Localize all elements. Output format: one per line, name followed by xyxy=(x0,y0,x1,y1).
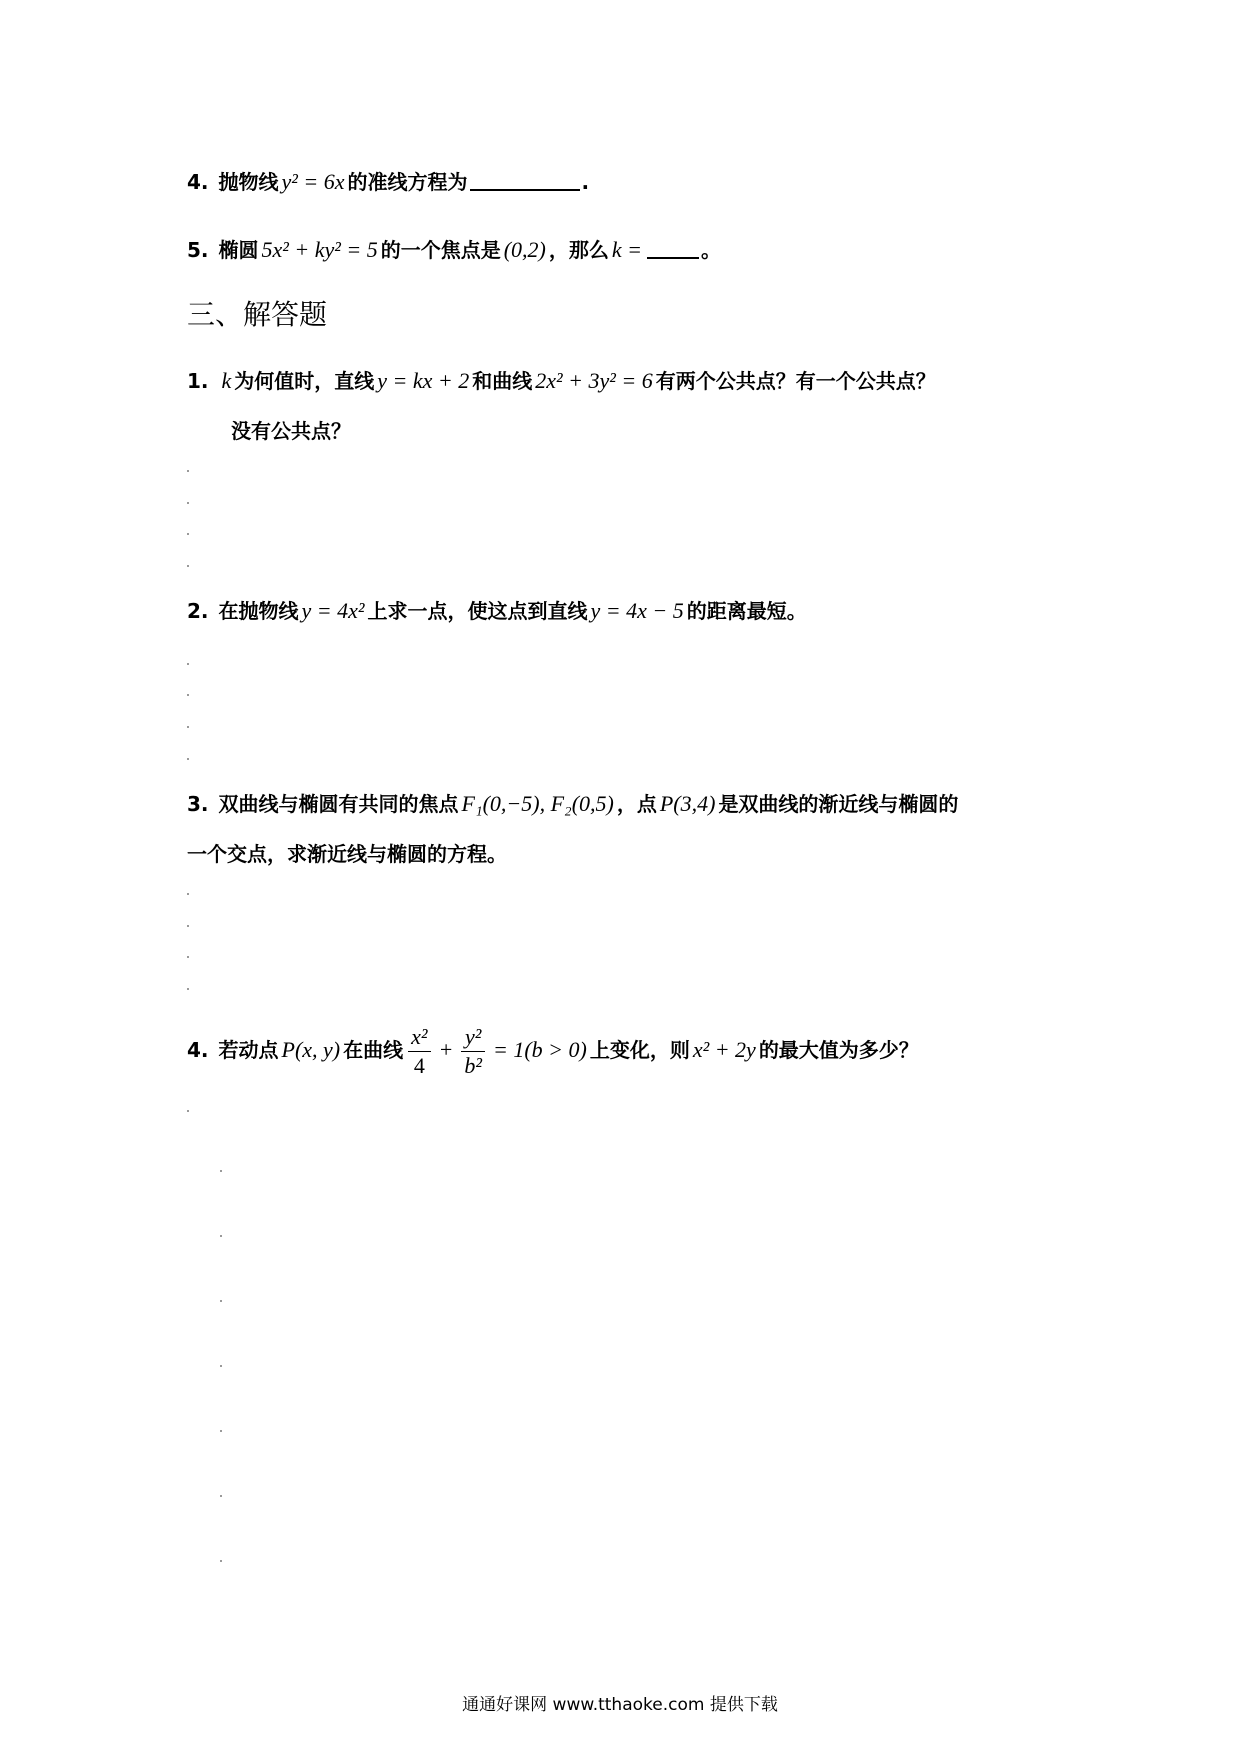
question-text: 双曲线与椭圆有共同的焦点 xyxy=(218,792,459,816)
question-text: 有两个公共点？有一个公共点？ xyxy=(655,369,936,393)
math-expression: k xyxy=(221,368,232,393)
fraction-numerator: x² xyxy=(408,1023,430,1052)
math-expression: y = 4x² xyxy=(301,598,365,623)
math-expression: P(3,4) xyxy=(659,791,716,816)
question-text: 的最大值为多少？ xyxy=(758,1038,919,1062)
blank-line-marker xyxy=(187,925,189,927)
question-text: 一个交点，求渐近线与椭圆的方程。 xyxy=(187,842,507,866)
blank-line-marker xyxy=(187,956,189,958)
question-text: 椭圆 xyxy=(218,238,259,262)
blank-line-marker xyxy=(220,1365,222,1367)
question-text: 的距离最短。 xyxy=(686,599,807,623)
fraction xyxy=(458,1023,488,1080)
blank-line-marker xyxy=(187,502,189,504)
blank-line-marker xyxy=(220,1170,222,1172)
problem-1 xyxy=(187,366,936,396)
blank-line-marker xyxy=(220,1235,222,1237)
blank-line-marker xyxy=(187,726,189,728)
question-text: 抛物线 xyxy=(218,170,279,194)
question-end: . xyxy=(581,170,590,194)
question-text: 和曲线 xyxy=(472,369,533,393)
fraction-numerator: y² xyxy=(461,1023,485,1052)
question-text: 是双曲线的渐近线与椭圆的 xyxy=(718,792,959,816)
math-expression: y = 4x − 5 xyxy=(590,598,684,623)
question-number: 3. xyxy=(187,792,209,816)
question-text: 上求一点，使这点到直线 xyxy=(367,599,588,623)
math-expression: y² = 6x xyxy=(281,169,345,194)
fraction-denominator: 4 xyxy=(413,1053,425,1078)
blank-line-marker xyxy=(220,1495,222,1497)
blank-line-marker xyxy=(187,893,189,895)
problem-4 xyxy=(187,1020,919,1080)
question-number: 4. xyxy=(187,170,209,194)
question-number: 4. xyxy=(187,1038,209,1062)
question-number: 1. xyxy=(187,369,209,393)
plus-sign: + xyxy=(438,1037,454,1062)
problem-3 xyxy=(187,789,958,819)
math-expression: x² + 2y xyxy=(692,1037,756,1062)
question-number: 2. xyxy=(187,599,209,623)
question-text: 若动点 xyxy=(218,1038,279,1062)
question-number: 5. xyxy=(187,238,209,262)
blank-line-marker xyxy=(187,663,189,665)
math-expression: 5x² + ky² = 5 xyxy=(261,237,378,262)
question-text: 在曲线 xyxy=(343,1038,404,1062)
blank-line-marker xyxy=(220,1560,222,1562)
blank-line-marker xyxy=(187,758,189,760)
math-expression: k = xyxy=(611,237,642,262)
footer-source-text: 通通好课网 www.tthaoke.com 提供下载 xyxy=(462,1695,778,1715)
blank-line-marker xyxy=(187,565,189,567)
fraction-denominator: b² xyxy=(464,1053,482,1078)
question-text: 没有公共点？ xyxy=(231,419,351,443)
blank-line-marker xyxy=(187,533,189,535)
fill-in-question-5 xyxy=(187,235,721,265)
blank-line-marker xyxy=(187,1110,189,1112)
question-text: ，点 xyxy=(616,792,657,816)
question-end: 。 xyxy=(700,238,721,262)
blank-line-marker xyxy=(220,1430,222,1432)
math-expression: y = kx + 2 xyxy=(377,368,470,393)
math-expression: 2x² + 3y² = 6 xyxy=(535,368,653,393)
section-title: 三、解答题 xyxy=(187,298,328,331)
math-expression: = 1(b > 0) xyxy=(492,1037,587,1062)
blank-line-marker xyxy=(187,694,189,696)
answer-blank[interactable] xyxy=(647,237,699,259)
problem-3-continued xyxy=(187,839,507,869)
problem-1-continued xyxy=(231,416,351,446)
answer-blank[interactable] xyxy=(470,169,580,191)
blank-line-marker xyxy=(220,1300,222,1302)
fill-in-question-4 xyxy=(187,167,589,197)
question-text: 为何值时，直线 xyxy=(234,369,375,393)
blank-line-marker xyxy=(187,470,189,472)
question-text: 的一个焦点是 xyxy=(380,238,501,262)
math-expression: (0,2) xyxy=(503,237,546,262)
math-expression: P(x, y) xyxy=(281,1037,341,1062)
question-text: 在抛物线 xyxy=(218,599,299,623)
question-text: 的准线方程为 xyxy=(347,170,468,194)
problem-2 xyxy=(187,596,807,626)
question-text: 上变化，则 xyxy=(589,1038,690,1062)
fraction xyxy=(405,1023,433,1080)
blank-line-marker xyxy=(187,988,189,990)
question-text: ，那么 xyxy=(548,238,609,262)
math-expression: F₁(0,−5), F₂(0,5) xyxy=(461,791,614,816)
